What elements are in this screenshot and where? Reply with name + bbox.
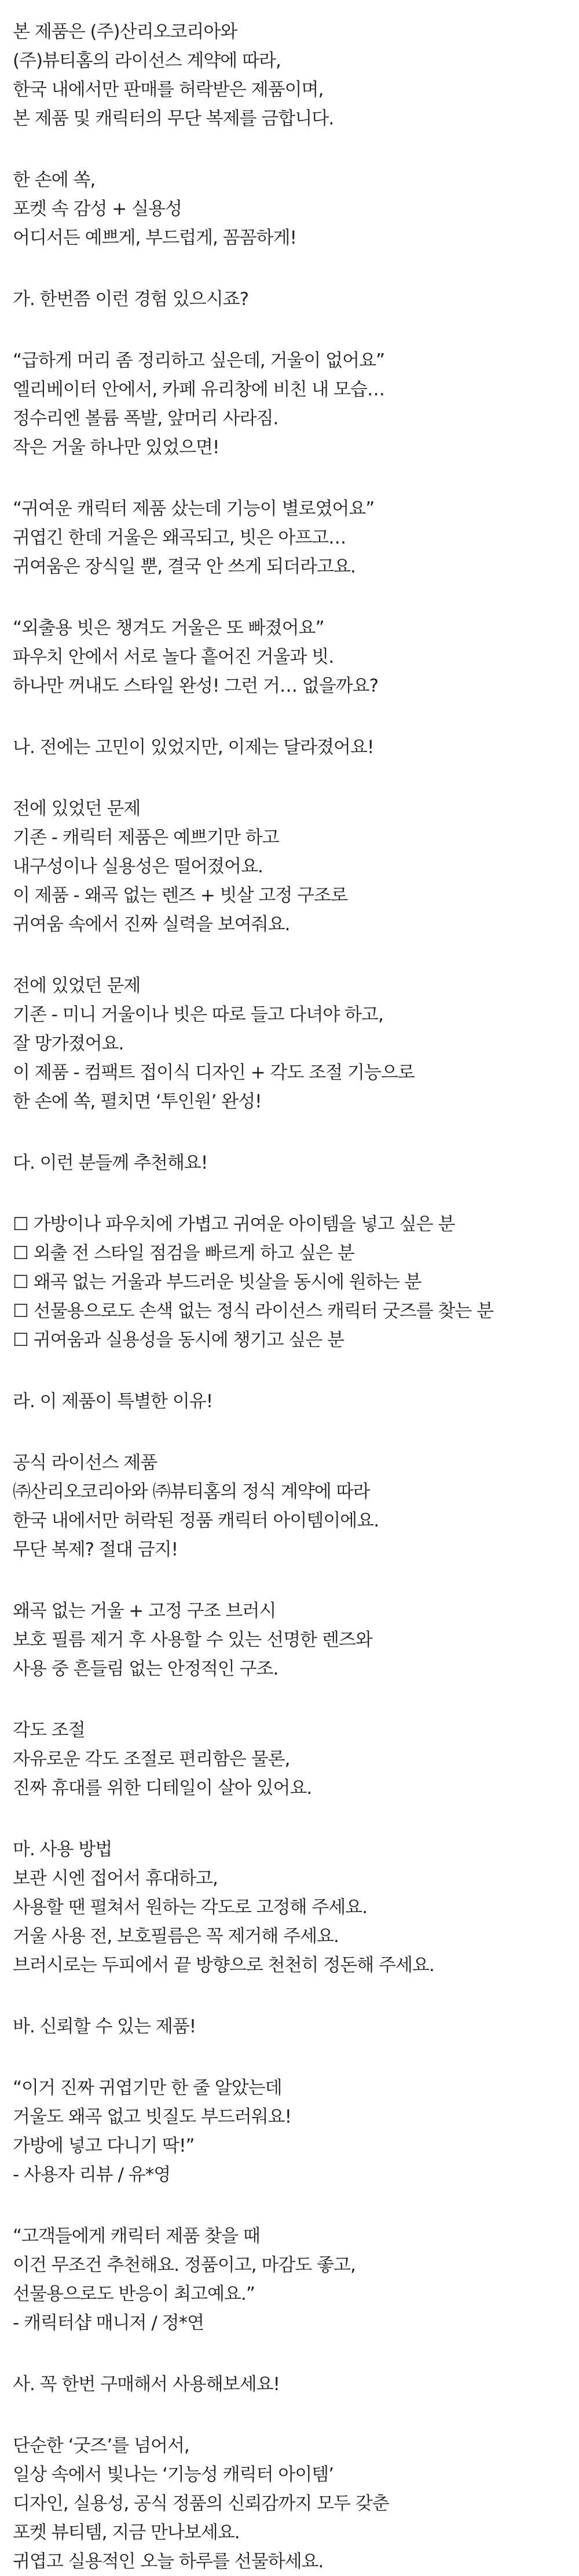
text-paragraph	[13, 17, 579, 133]
text-paragraph	[13, 346, 579, 462]
text-line: 가. 한번쯤 이런 경험 있으시죠?	[13, 289, 249, 310]
text-paragraph	[13, 733, 579, 762]
text-line: 단순한 ‘굿즈’를 넘어서,	[13, 2435, 189, 2456]
text-line: 귀엽고 실용적인 오늘 하루를 선물하세요.	[13, 2551, 324, 2572]
text-paragraph	[13, 1448, 579, 1564]
text-line: 기존 - 미니 거울이나 빗은 따로 들고 다녀야 하고,	[13, 1004, 383, 1025]
text-line: 거울 사용 전, 보호필름은 꼭 제거해 주세요.	[13, 1926, 339, 1947]
text-line: 포켓 속 감성 + 실용성	[13, 199, 182, 219]
text-line: 사. 꼭 한번 구매해서 사용해보세요!	[13, 2374, 280, 2395]
text-line: “귀여운 캐릭터 제품 샀는데 기능이 별로였어요”	[13, 498, 375, 519]
text-line: 일상 속에서 빛나는 ‘기능성 캐릭터 아이템’	[13, 2464, 334, 2485]
text-line: 나. 전에는 고민이 있었지만, 이제는 달라졌어요!	[13, 737, 374, 758]
text-line: 사용할 땐 펼쳐서 원하는 각도로 고정해 주세요.	[13, 1897, 367, 1918]
text-line: 왜곡 없는 거울 + 고정 구조 브러시	[13, 1601, 276, 1621]
text-line: 귀엽긴 한데 거울은 왜곡되고, 빗은 아프고…	[13, 527, 346, 548]
text-line: 어디서든 예쁘게, 부드럽게, 꼼꼼하게!	[13, 227, 296, 248]
text-paragraph	[13, 1716, 579, 1803]
text-line: 진짜 휴대를 위한 디테일이 살아 있어요.	[13, 1778, 312, 1799]
text-line: 엘리베이터 안에서, 카페 유리창에 비친 내 모습…	[13, 379, 384, 400]
text-paragraph	[13, 2074, 579, 2189]
text-line: 정수리엔 볼륨 폭발, 앞머리 사라짐.	[13, 408, 278, 429]
text-line: 한국 내에서만 허락된 정품 캐릭터 아이템이에요.	[13, 1510, 379, 1531]
text-line: 전에 있었던 문제	[13, 975, 141, 996]
text-paragraph	[13, 494, 579, 581]
text-line: 자유로운 각도 조절로 편리함은 물론,	[13, 1749, 290, 1770]
text-line: 본 제품 및 캐릭터의 무단 복제를 금합니다.	[13, 108, 334, 129]
text-line: 가방에 넣고 다니기 딱!”	[13, 2135, 195, 2156]
text-line: ☐ 왜곡 없는 거울과 부드러운 빗살을 동시에 원하는 분	[13, 1272, 422, 1293]
text-line: 바. 신뢰할 수 있는 제품!	[13, 2016, 196, 2037]
text-line: 한 손에 쏙,	[13, 170, 96, 190]
text-line: 전에 있었던 문제	[13, 798, 141, 819]
text-line: 다. 이런 분들께 추천해요!	[13, 1153, 208, 1173]
text-line: ☐ 선물용으로도 손색 없는 정식 라이선스 캐릭터 굿즈를 찾는 분	[13, 1301, 494, 1322]
text-paragraph	[13, 2222, 579, 2338]
text-paragraph	[13, 971, 579, 1116]
text-line: ☐ 귀여움과 실용성을 동시에 챙기고 싶은 분	[13, 1330, 344, 1351]
text-line: ☐ 가방이나 파우치에 가볍고 귀여운 아이템을 넣고 싶은 분	[13, 1214, 455, 1235]
text-line: 포켓 뷰티템, 지금 만나보세요.	[13, 2522, 240, 2543]
text-line: 내구성이나 실용성은 떨어졌어요.	[13, 856, 263, 877]
text-line: “외출용 빗은 챙겨도 거울은 또 빠졌어요”	[13, 618, 324, 639]
text-paragraph	[13, 794, 579, 939]
text-paragraph	[13, 285, 579, 314]
text-line: 본 제품은 (주)산리오코리아와	[13, 21, 237, 42]
text-paragraph	[13, 166, 579, 252]
text-line: 브러시로는 두피에서 끝 방향으로 천천히 정돈해 주세요.	[13, 1955, 434, 1976]
text-line: 사용 중 흔들림 없는 안정적인 구조.	[13, 1658, 278, 1679]
text-line: 무단 복제? 절대 금지!	[13, 1539, 178, 1560]
text-line: 보관 시엔 접어서 휴대하고,	[13, 1868, 218, 1889]
text-paragraph	[13, 2012, 579, 2041]
text-paragraph	[13, 2431, 579, 2576]
text-line: ㈜산리오코리아와 ㈜뷰티홈의 정식 계약에 따라	[13, 1481, 370, 1502]
text-line: - 캐릭터샵 매니저 / 정*연	[13, 2313, 204, 2333]
text-line: 한 손에 쏙, 펼치면 ‘투인원’ 완성!	[13, 1091, 262, 1112]
text-line: 이 제품 - 왜곡 없는 렌즈 + 빗살 고정 구조로	[13, 885, 347, 906]
text-line: 각도 조절	[13, 1720, 85, 1741]
text-line: 파우치 안에서 서로 놀다 흩어진 거울과 빗.	[13, 647, 334, 667]
text-paragraph	[13, 1597, 579, 1683]
text-line: “이거 진짜 귀엽기만 한 줄 알았는데	[13, 2078, 282, 2098]
text-line: 하나만 꺼내도 스타일 완성! 그런 거… 없을까요?	[13, 676, 379, 696]
text-paragraph	[13, 1148, 579, 1177]
text-line: 라. 이 제품이 특별한 이유!	[13, 1391, 213, 1412]
text-line: (주)뷰티홈의 라이선스 계약에 따라,	[13, 50, 281, 71]
text-line: 공식 라이선스 제품	[13, 1452, 157, 1473]
text-line: ☐ 외출 전 스타일 점검을 빠르게 하고 싶은 분	[13, 1243, 354, 1264]
text-line: 귀여움 속에서 진짜 실력을 보여줘요.	[13, 914, 290, 935]
text-line: 이 제품 - 컴팩트 접이식 디자인 + 각도 조절 기능으로	[13, 1062, 415, 1083]
text-paragraph	[13, 2370, 579, 2399]
text-line: 잘 망가졌어요.	[13, 1033, 124, 1054]
text-line: 거울도 왜곡 없고 빗질도 부드러워요!	[13, 2107, 292, 2127]
text-line: 기존 - 캐릭터 제품은 예쁘기만 하고	[13, 827, 279, 848]
text-line: 디자인, 실용성, 공식 정품의 신뢰감까지 모두 갖춘	[13, 2493, 389, 2514]
text-line: 이건 무조건 추천해요. 정품이고, 마감도 좋고,	[13, 2255, 356, 2276]
text-line: 귀여움은 장식일 뿐, 결국 안 쓰게 되더라고요.	[13, 556, 356, 577]
text-line: “고객들에게 캐릭터 제품 찾을 때	[13, 2226, 260, 2247]
text-paragraph	[13, 1835, 579, 1980]
text-line: 마. 사용 방법	[13, 1839, 112, 1860]
text-line: 한국 내에서만 판매를 허락받은 제품이며,	[13, 79, 324, 100]
text-line: 작은 거울 하나만 있었으면!	[13, 437, 219, 458]
text-paragraph	[13, 1387, 579, 1416]
text-line: “급하게 머리 좀 정리하고 싶은데, 거울이 없어요”	[13, 350, 385, 371]
text-line: 보호 필름 제거 후 사용할 수 있는 선명한 렌즈와	[13, 1630, 372, 1650]
text-paragraph	[13, 614, 579, 700]
text-paragraph	[13, 1210, 579, 1355]
text-line: 선물용으로도 반응이 최고예요.”	[13, 2284, 255, 2305]
text-line: - 사용자 리뷰 / 유*영	[13, 2164, 171, 2185]
